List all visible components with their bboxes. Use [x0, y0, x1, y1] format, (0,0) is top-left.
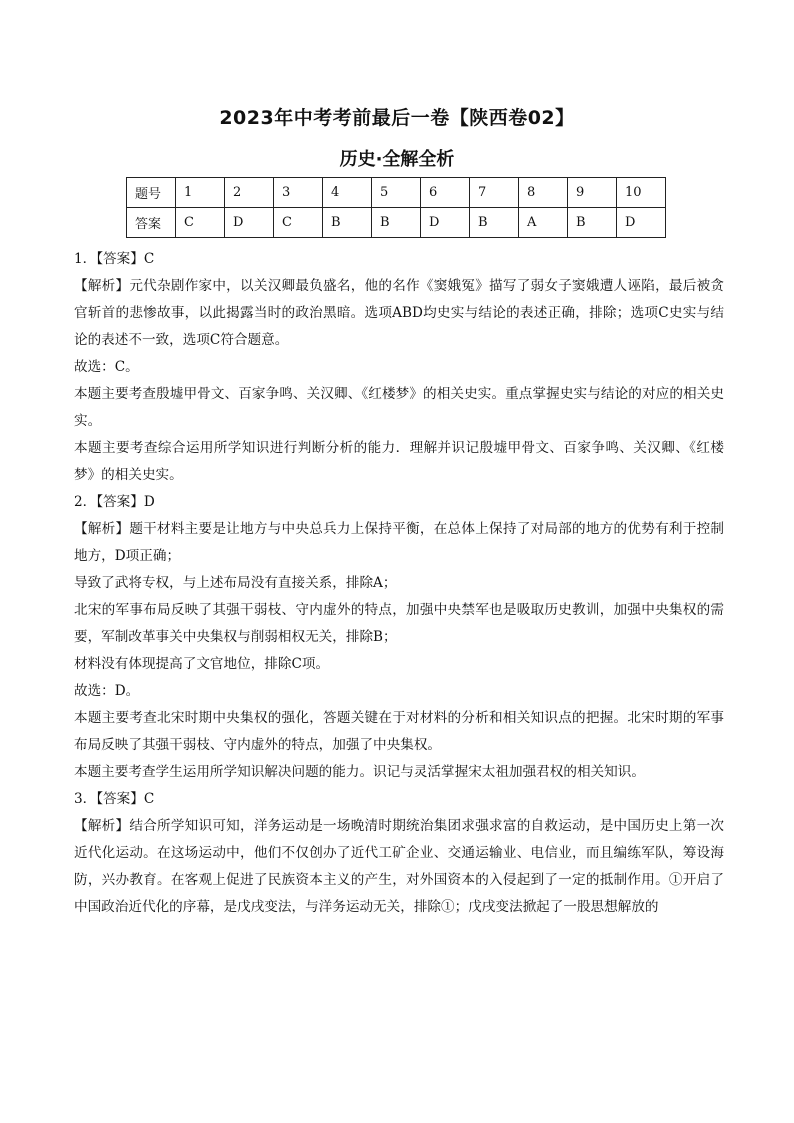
question-2-answer: 2．【答案】D — [74, 494, 155, 510]
answer-table-answer: C — [274, 208, 323, 238]
answer-table-number: 1 — [176, 178, 225, 208]
question-1-note: 本题主要考查综合运用所学知识进行判断分析的能力．理解并识记殷墟甲骨文、百家争鸣、关汉卿、《红楼梦》的相关史实。 — [74, 440, 724, 483]
document-subtitle: 历史·全解全析 — [339, 149, 455, 170]
answer-table-answer: D — [421, 208, 470, 238]
answer-table-answer: B — [323, 208, 372, 238]
answer-table-number: 3 — [274, 178, 323, 208]
answer-table-answer: C — [176, 208, 225, 238]
answer-table-answer: D — [225, 208, 274, 238]
answer-table-answer: B — [372, 208, 421, 238]
answer-table-header-label: 题号 — [127, 178, 176, 208]
question-1-note: 本题主要考查殷墟甲骨文、百家争鸣、关汉卿、《红楼梦》的相关史实。重点掌握史实与结论的对应的相关史实。 — [74, 386, 724, 429]
question-2-option-note: 导致了武将专权，与上述布局没有直接关系，排除A； — [74, 575, 397, 591]
document-title: 2023年中考考前最后一卷【陕西卷02】 — [219, 107, 575, 129]
question-3-analysis: 【解析】结合所学知识可知，洋务运动是一场晚清时期统治集团求强求富的自救运动，是中国历史上第一次近代化运动。在这场运动中，他们不仅创办了近代工矿企业、交通运输业、电信业，而且编练军队，筹设海防，兴办教育。在客观上促进了民族资本主义的产生，对外国资本的入侵起到了一定的抵制作用。①开启了中国政治近代化的序幕，是戊戌变法，与洋务运动无关，排除①；戊戌变法掀起了一股思想解放的 — [74, 818, 724, 915]
question-1-conclusion: 故选：C。 — [74, 359, 139, 375]
question-3-answer: 3．【答案】C — [74, 791, 155, 807]
answer-table-answer: D — [617, 208, 666, 238]
answer-table-header-row — [127, 178, 666, 208]
question-2-option-note: 北宋的军事布局反映了其强干弱枝、守内虚外的特点，加强中央禁军也是吸取历史教训，加强中央集权的需要，军制改革事关中央集权与削弱相权无关，排除B； — [74, 602, 724, 645]
answer-table-number: 5 — [372, 178, 421, 208]
answer-table-answer: B — [470, 208, 519, 238]
question-2-note: 本题主要考查学生运用所学知识解决问题的能力。识记与灵活掌握宋太祖加强君权的相关知识。 — [74, 764, 645, 780]
answer-table-number: 6 — [421, 178, 470, 208]
answer-table-answer-row — [127, 208, 666, 238]
question-2-option-note: 材料没有体现提高了文官地位，排除C项。 — [74, 656, 330, 672]
question-2-conclusion: 故选：D。 — [74, 683, 140, 699]
answer-table-number: 10 — [617, 178, 666, 208]
answer-table-number: 9 — [568, 178, 617, 208]
answer-table-answer: A — [519, 208, 568, 238]
question-1-analysis: 【解析】元代杂剧作家中，以关汉卿最负盛名，他的名作《窦娥冤》描写了弱女子窦娥遭人诬陷，最后被贪官斩首的悲惨故事，以此揭露当时的政治黑暗。选项ABD均史实与结论的表述正确，排除；选项C史实与结论的表述不一致，选项C符合题意。 — [74, 278, 724, 348]
answer-explanations — [74, 246, 724, 921]
question-1-answer: 1．【答案】C — [74, 251, 155, 267]
answer-table-number: 8 — [519, 178, 568, 208]
answer-table-answer: B — [568, 208, 617, 238]
answer-table — [126, 177, 666, 238]
answer-table-answer-label: 答案 — [127, 208, 176, 238]
question-2-analysis: 【解析】题干材料主要是让地方与中央总兵力上保持平衡，在总体上保持了对局部的地方的优势有利于控制地方，D项正确； — [74, 521, 724, 564]
answer-table-number: 4 — [323, 178, 372, 208]
answer-table-number: 7 — [470, 178, 519, 208]
question-2-note: 本题主要考查北宋时期中央集权的强化，答题关键在于对材料的分析和相关知识点的把握。北宋时期的军事布局反映了其强干弱枝、守内虚外的特点，加强了中央集权。 — [74, 710, 724, 753]
answer-table-number: 2 — [225, 178, 274, 208]
